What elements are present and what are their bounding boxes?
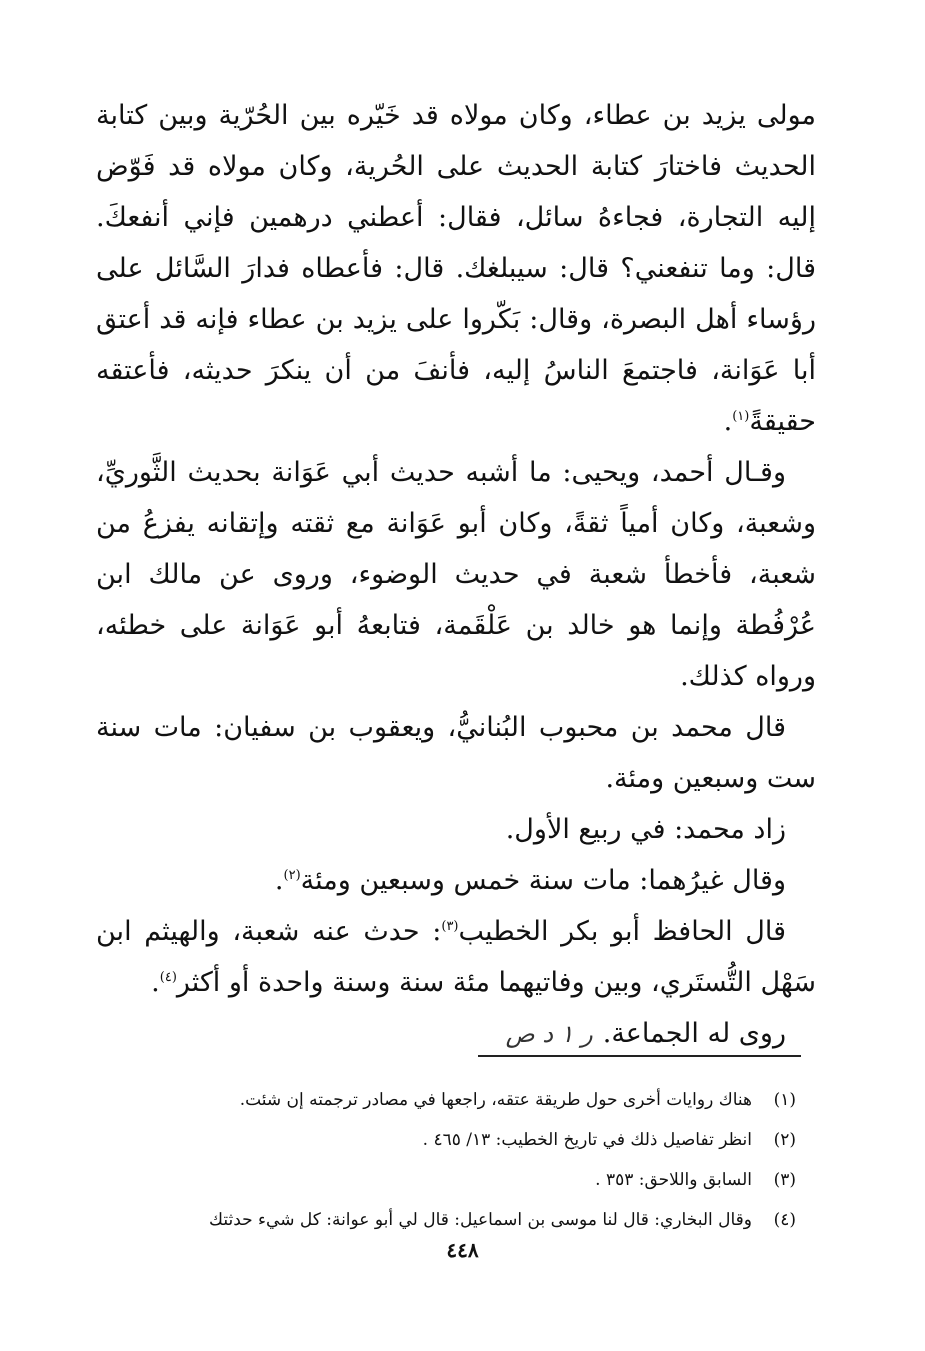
footnote-reference[interactable]: (٣) [441, 919, 459, 934]
paragraph-p3 [96, 702, 816, 804]
paragraph-text: . [723, 406, 733, 437]
main-text-block [96, 90, 816, 1060]
handwritten-annotation: ر ۱ د ص [505, 1020, 593, 1048]
paragraph-text: قال الحافظ أبو بكر الخطيب [458, 916, 786, 947]
paragraph-p2 [96, 447, 816, 702]
footnote-item [96, 1080, 796, 1120]
footnote-number: (١) [773, 1090, 796, 1110]
footnote-number: (٤) [773, 1210, 796, 1230]
paragraph-p4 [96, 804, 816, 855]
footnote-number: (٢) [773, 1130, 796, 1150]
paragraph-p7 [96, 1008, 816, 1060]
paragraph-text: قال محمد بن محبوب البُنانيُّ، ويعقوب بن سفيان: مات سنة ست وسبعين ومئة. [96, 712, 816, 794]
footnote-text: السابق واللاحق: ٣٥٣ . [595, 1170, 752, 1190]
footnote-item [96, 1160, 796, 1200]
footnote-reference[interactable]: (١) [732, 409, 750, 424]
paragraph-text: زاد محمد: في ربيع الأول. [505, 814, 786, 845]
footnote-text: وقال البخاري: قال لنا موسى بن اسماعيل: قال لي أبو عوانة: كل شيء حدثتك [209, 1210, 752, 1230]
paragraph-text: وقال غيرُهما: مات سنة خمس وسبعين ومئة [300, 865, 786, 896]
footnote-divider [478, 1055, 801, 1057]
paragraph-text: روى له الجماعة. [602, 1018, 786, 1049]
paragraph-text: . [274, 865, 284, 896]
footnote-reference[interactable]: (٢) [283, 868, 301, 883]
paragraph-p1 [96, 90, 816, 447]
footnote-number: (٣) [773, 1170, 796, 1190]
footnote-reference[interactable]: (٤) [159, 970, 177, 985]
footnote-text: هناك روايات أخرى حول طريقة عتقه، راجعها في مصادر ترجمته إن شئت. [239, 1090, 752, 1110]
paragraph-text: مولى يزيد بن عطاء، وكان مولاه قد خَيّره بين الحُرّية وبين كتابة الحديث فاختارَ كتابة الحديث على الحُرية، وكان مولاه قد فَوّض إليه التجارة، فجاءهُ سائل، فقال: أعطني درهمين فإني أنفعكَ. قال: وما تنفعني؟ قال: سيبلغك. قال: فأعطاه فدارَ السَّائل على رؤساء أهل البصرة، وقال: بَكّروا على يزيد بن عطاء فإنه قد أعتق أبا عَوَانة، فاجتمعَ الناسُ إليه، فأنفَ من أن ينكرَ حديثه، فأعتقه حقيقةً [96, 100, 816, 437]
footnotes-block [96, 1080, 796, 1240]
paragraph-text: : حدث عنه شعبة، والهيثم ابن سَهْل التُّستَري، وبين وفاتيهما مئة سنة وسنة واحدة أو أكثر [96, 916, 816, 998]
paragraph-text: وقـال أحمد، ويحيى: ما أشبه حديث أبي عَوَانة بحديث الثَّوريِّ، وشعبة، وكان أمياً ثقةً، وكان أبو عَوَانة مع ثقته وإتقانه يفزعُ من شعبة، فأخطأ شعبة في حديث الوضوء، وروى عن مالك ابن عُرْفُطة وإنما هو خالد بن عَلْقَمة، فتابعهُ أبو عَوَانة على خطئه، ورواه كذلك. [96, 457, 816, 692]
footnote-item [96, 1200, 796, 1240]
footnote-item [96, 1120, 796, 1160]
page-number: ٤٤٨ [446, 1238, 479, 1262]
paragraph-p5 [96, 855, 816, 906]
paragraph-text: . [151, 967, 160, 998]
paragraph-p6 [96, 906, 816, 1008]
footnote-text: انظر تفاصيل ذلك في تاريخ الخطيب: ١٣/ ٤٦٥ . [422, 1130, 752, 1150]
